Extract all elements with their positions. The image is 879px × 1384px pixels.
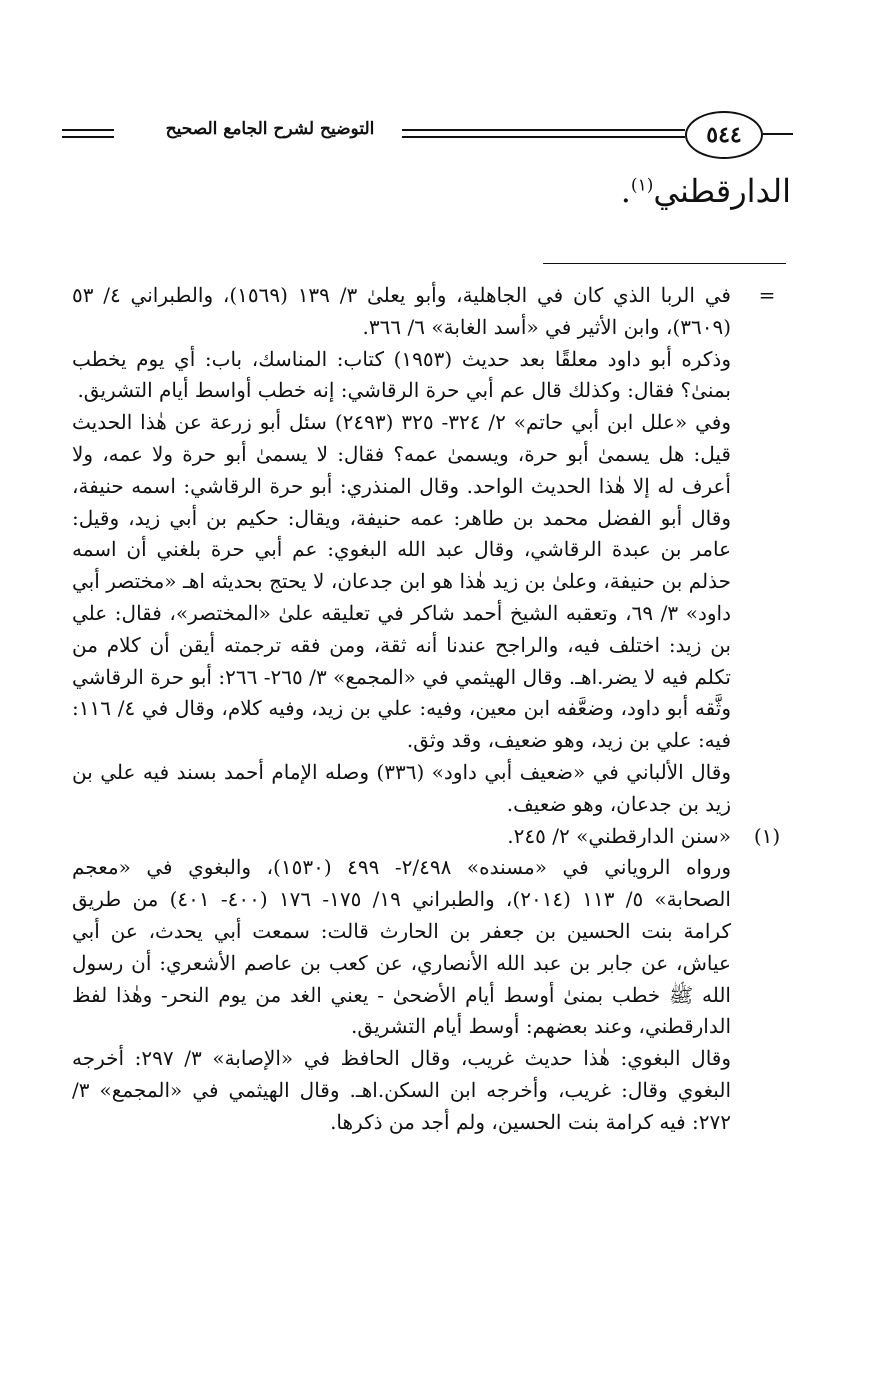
page-header xyxy=(0,105,879,165)
footnote-paragraph: وذكره أبو داود معلقًا بعد حديث (١٩٥٣) كتاب: المناسك، باب: أي يوم يخطب بمنىٰ؟ فقال: وكذلك قال عم أبي حرة الرقاشي: إنه خطب أواسط أيام التشريق. xyxy=(72,346,731,403)
footnote-continued xyxy=(72,280,787,821)
page-number: ٥٤٤ xyxy=(685,111,763,159)
footnote-paragraph: وفي «علل ابن أبي حاتم» ٢/ ٣٢٤- ٣٢٥ (٢٤٩٣) سئل أبو زرعة عن هٰذا الحديث قيل: هل يسمىٰ أبو حرة، ويسمىٰ عمه؟ فقال: لا يسمىٰ أبو حرة ولا عمه، ولا أعرف له إلا هٰذا الحديث الواحد. وقال المنذري: أبو حرة الرقاشي: اسمه حنيفة، وقال أبو الفضل محمد بن طاهر: عمه حنيفة، ويقال: حكيم بن أبي زيد، وقيل: عامر بن عبدة الرقاشي، وقال عبد الله البغوي: عم أبي حرة بلغني أن اسمه حذلم بن حنيفة، وعلىٰ بن زيد هٰذا هو ابن جدعان، لا يحتج بحديثه اهـ «مختصر أبي داود» ٣/ ٦٩، وتعقبه الشيخ أحمد شاكر في تعليقه علىٰ «المختصر»، فقال: علي بن زيد: اختلف فيه، والراجح عندنا أنه ثقة، ومن فقه ترجمته أيقن أن كلام من تكلم فيه لا يضر.اهـ. وقال الهيثمي في «المجمع» ٣/ ٢٦٥- ٢٦٦: أبو حرة الرقاشي وثَّقه أبو داود، وضعَّفه ابن معين، وفيه: علي بن زيد، وفيه كلام، وقال في ٤/ ١١٦: فيه: علي بن زيد، وهو ضعيف، وقد وثق. xyxy=(72,410,731,753)
header-rule-mid-b xyxy=(402,136,685,138)
footnote-paragraph: وقال البغوي: هٰذا حديث غريب، وقال الحافظ في «الإصابة» ٣/ ٢٩٧: أخرجه البغوي وقال: غريب، وأخرجه ابن السكن.اهـ. وقال الهيثمي في «المجمع» ٣/ ٢٧٢: فيه كرامة بنت الحسين، ولم أجد من ذكرها. xyxy=(72,1046,731,1134)
footnote-paragraph: ورواه الروياني في «مسنده» ٢/٤٩٨- ٤٩٩ (١٥٣٠)، والبغوي في «معجم الصحابة» ٥/ ١١٣ (٢٠١٤)، والطبراني ١٩/ ١٧٥- ١٧٦ (٤٠٠- ٤٠١) من طريق كرامة بنت الحسين بن جعفر بن الحارث قالت: سمعت أبي يحدث، عن أبي عياش، عن جابر بن عبد الله الأنصاري، عن كعب بن عاصم الأشعري: أن رسول الله ﷺ خطب بمنىٰ أوسط أيام الأضحىٰ - يعني الغد من يوم النحر- وهٰذا لفظ الدارقطني، وعند بعضهم: أوسط أيام التشريق. xyxy=(72,855,731,1039)
main-text-end: . xyxy=(620,172,631,210)
footnote-marker: (١) xyxy=(753,823,781,848)
continuation-marker: = xyxy=(758,283,776,307)
footnote-paragraph: في الربا الذي كان في الجاهلية، وأبو يعلىٰ ٣/ ١٣٩ (١٥٦٩)، والطبراني ٤/ ٥٣ (٣٦٠٩)، وابن الأثير في «أسد الغابة» ٦/ ٣٦٦. xyxy=(72,283,731,339)
header-rule-mid-a xyxy=(402,129,685,131)
header-rule-left-a xyxy=(62,129,114,131)
header-rule-right xyxy=(763,133,793,135)
footnote-ref: (١) xyxy=(630,175,654,196)
running-title: التوضيح لشرح الجامع الصحيح xyxy=(165,119,375,139)
main-text-word: الدارقطني xyxy=(653,172,791,210)
footnotes xyxy=(72,280,787,1139)
header-rule-left-b xyxy=(62,136,114,138)
footnote-1 xyxy=(72,821,787,1139)
footnote-paragraph: «سنن الدارقطني» ٢/ ٢٤٥. xyxy=(507,823,731,848)
footnote-paragraph: وقال الألباني في «ضعيف أبي داود» (٣٣٦) وصله الإمام أحمد بسند فيه علي بن زيد بن جدعان، وهو ضعيف. xyxy=(72,759,731,816)
main-text xyxy=(621,172,791,210)
footnote-separator xyxy=(543,263,786,264)
